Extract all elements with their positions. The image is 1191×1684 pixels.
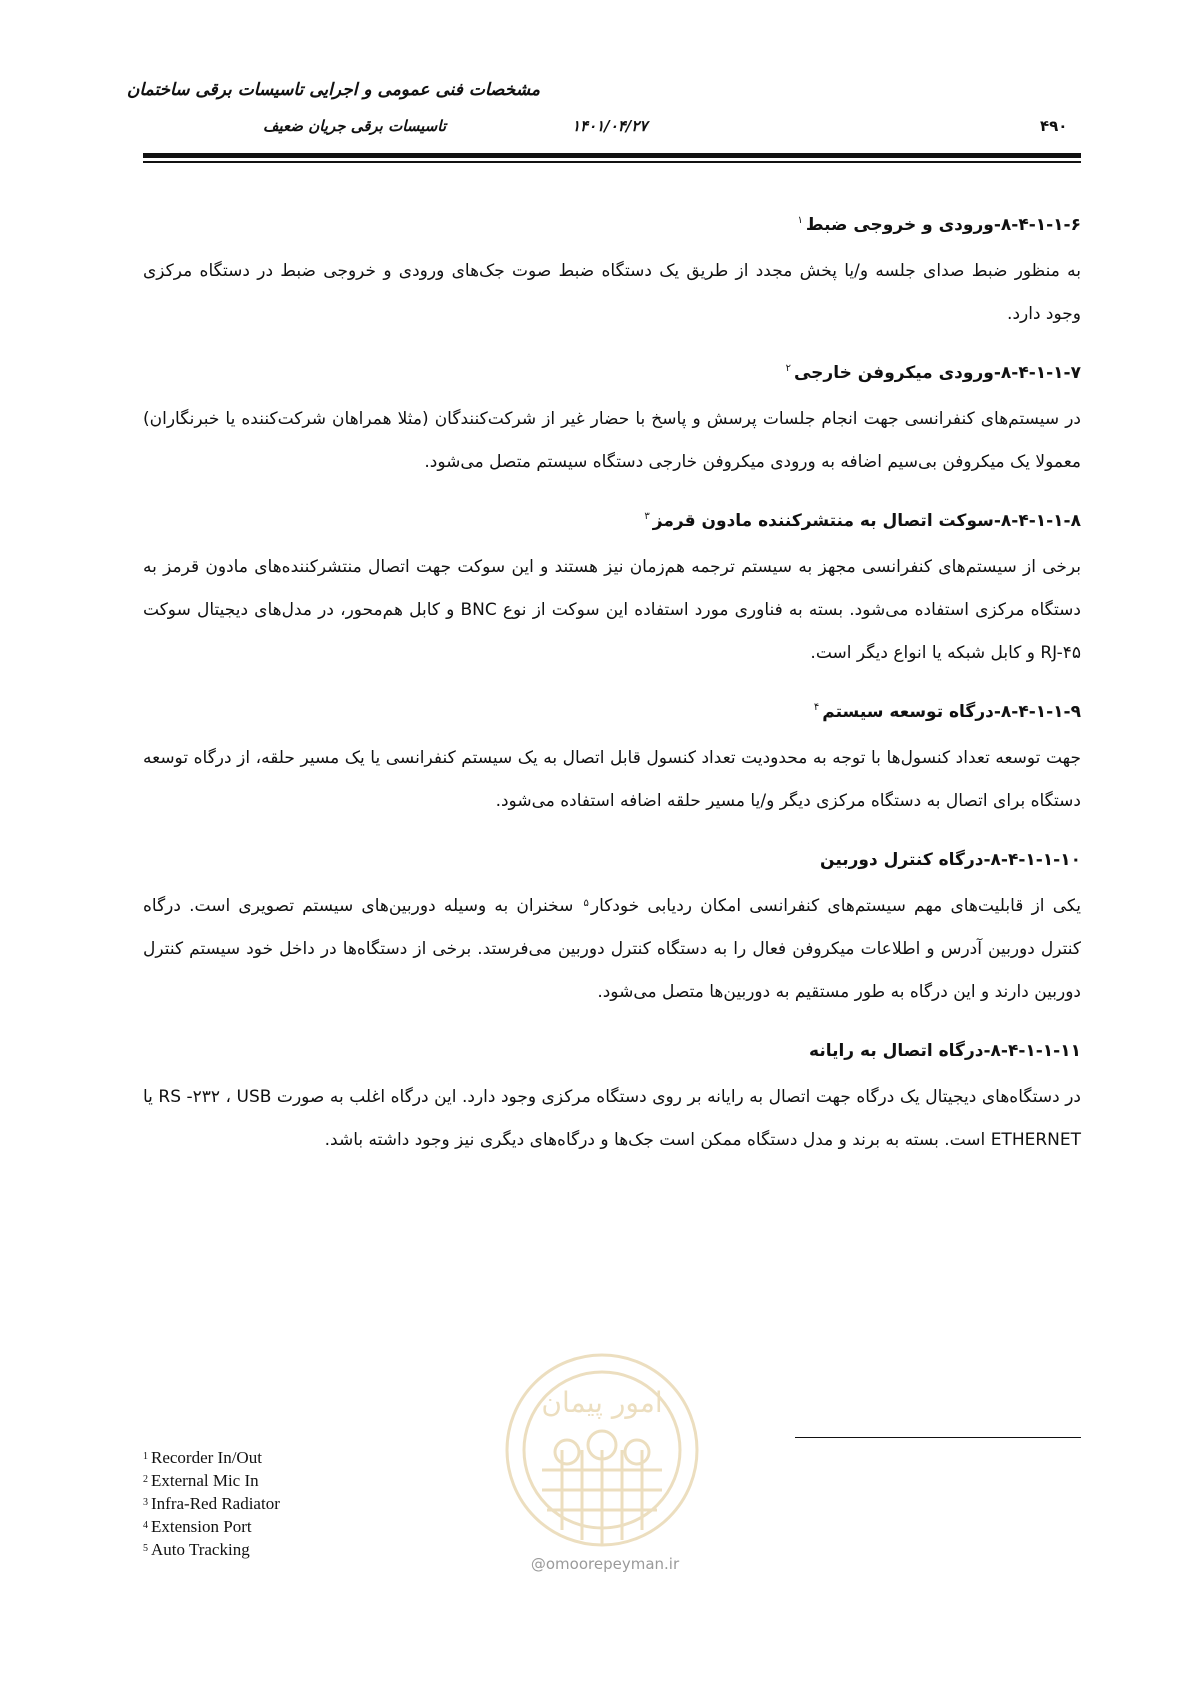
section-extension-port bbox=[143, 697, 1081, 823]
footnote-item: $^3$ Infra-Red Radiator bbox=[143, 1494, 280, 1513]
footnote-item: $^5$ Auto Tracking bbox=[143, 1540, 250, 1559]
section-camera-control bbox=[143, 845, 1081, 1014]
footnote-item: $^1$ Recorder In/Out bbox=[143, 1448, 262, 1467]
watermark-text: @omoorepeyman.ir bbox=[530, 1555, 680, 1573]
section-heading: ۸-۴-۱-۱-۱۱-درگاه اتصال به رایانه bbox=[809, 1041, 1081, 1061]
main-content bbox=[143, 210, 1081, 1184]
section-computer-port bbox=[143, 1036, 1081, 1162]
footnote-ref: ۵ bbox=[583, 898, 589, 909]
footnote-ref: ۲ bbox=[785, 363, 791, 374]
section-external-mic bbox=[143, 358, 1081, 484]
footnote-ref: ۴ bbox=[813, 702, 820, 713]
header-date: ۱۴۰۱/۰۴/۲۷ bbox=[572, 117, 648, 135]
section-infrared bbox=[143, 506, 1081, 675]
header-subtitle: تاسیسات برقی جریان ضعیف bbox=[262, 117, 446, 135]
section-paragraph: جهت توسعه تعداد کنسول‌ها با توجه به محدودیت تعداد کنسول قابل اتصال به یک سیستم کنفرانسی یا یک مسیر حلقه، از درگاه توسعه دستگاه برای اتصال به دستگاه مرکزی دیگر و/یا مسیر حلقه اضافه استفاده می‌شود. bbox=[143, 748, 1081, 811]
footnotes bbox=[143, 1446, 280, 1561]
footnote-ref: ۳ bbox=[644, 511, 650, 522]
section-heading: ۸-۴-۱-۱-۱۰-درگاه کنترل دوربین bbox=[820, 850, 1081, 870]
section-heading: ۸-۴-۱-۱-۷-ورودی میکروفن خارجی$^۲$ bbox=[785, 363, 1081, 383]
footnote-item: $^2$ External Mic In bbox=[143, 1471, 259, 1490]
section-recorder bbox=[143, 210, 1081, 336]
section-paragraph: در دستگاه‌های دیجیتال یک درگاه جهت اتصال به رایانه بر روی دستگاه مرکزی وجود دارد. این درگاه اغلب به صورت RS -۲۳۲ ، USB یا ETHERNET است. بسته به برند و مدل دستگاه ممکن است جک‌ها و درگاه‌های دیگری نیز وجود داشته باشد. bbox=[143, 1087, 1081, 1150]
footnote-ref: ۱ bbox=[797, 215, 803, 226]
section-paragraph: به منظور ضبط صدای جلسه و/یا پخش مجدد از طریق یک دستگاه ضبط صوت جک‌های ورودی و خروجی ضبط در دستگاه مرکزی وجود دارد. bbox=[143, 261, 1081, 324]
watermark-logo-icon bbox=[487, 1340, 717, 1590]
footnote-item: $^4$ Extension Port bbox=[143, 1517, 252, 1536]
section-paragraph: یکی از قابلیت‌های مهم سیستم‌های کنفرانسی امکان ردیابی خودکار$^۵$ سخنران به وسیله دوربین‌های سیستم تصویری است. درگاه کنترل دوربین آدرس و اطلاعات میکروفن فعال را به دستگاه کنترل دوربین می‌فرستد. برخی از دستگاه‌ها در داخل خود سیستم کنترل دوربین دارند و این درگاه به طور مستقیم به دوربین‌ها متصل می‌شود. bbox=[143, 896, 1081, 1002]
section-paragraph: برخی از سیستم‌های کنفرانسی مجهز به سیستم ترجمه هم‌زمان نیز هستند و این سوکت جهت اتصال منتشرکننده‌های مادون قرمز به دستگاه مرکزی استفاده می‌شود. بسته به فناوری مورد استفاده این سوکت از نوع BNC و کابل هم‌محور، در مدل‌های دیجیتال سوکت RJ-۴۵ و کابل شبکه یا انواع دیگر است. bbox=[143, 557, 1081, 663]
header-title: مشخصات فنی عمومی و اجرایی تاسیسات برقی ساختمان bbox=[126, 80, 540, 100]
section-heading: ۸-۴-۱-۱-۸-سوکت اتصال به منتشرکننده مادون قرمز$^۳$ bbox=[644, 511, 1081, 531]
watermark-logo-text: امور پیمان bbox=[541, 1386, 663, 1419]
page-number: ۴۹۰ bbox=[1040, 117, 1068, 135]
section-heading: ۸-۴-۱-۱-۶-ورودی و خروجی ضبط$^۱$ bbox=[797, 215, 1081, 235]
footnote-separator bbox=[795, 1437, 1081, 1438]
section-heading: ۸-۴-۱-۱-۹-درگاه توسعه سیستم$^۴$ bbox=[813, 702, 1081, 722]
header-rule-thick bbox=[143, 153, 1081, 158]
header-rule-thin bbox=[143, 161, 1081, 163]
section-paragraph: در سیستم‌های کنفرانسی جهت انجام جلسات پرسش و پاسخ با حضار غیر از شرکت‌کنندگان (مثلا همراهان شرکت‌کننده یا خبرنگاران) معمولا یک میکروفن بی‌سیم اضافه به ورودی میکروفن خارجی دستگاه سیستم متصل می‌شود. bbox=[143, 409, 1081, 472]
